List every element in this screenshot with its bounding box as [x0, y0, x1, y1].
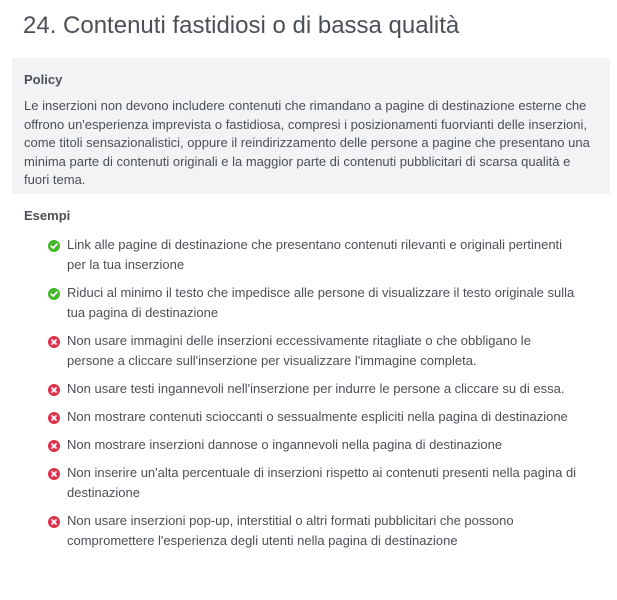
check-circle-icon: [48, 286, 60, 298]
page-title: 24. Contenuti fastidiosi o di bassa qualità: [23, 12, 460, 39]
x-circle-icon: [48, 334, 60, 346]
x-circle-icon: [48, 438, 60, 450]
list-item: [48, 511, 578, 551]
check-circle-icon: [48, 238, 60, 250]
x-circle-icon: [48, 410, 60, 422]
list-item: [48, 235, 578, 275]
list-item-text: Non usare immagini delle inserzioni eccessivamente ritagliate o che obbligano le persone a cliccare sull'inserzione per visualizzare l'immagine completa.: [67, 333, 531, 368]
list-item: [48, 463, 578, 503]
x-circle-icon: [48, 466, 60, 478]
list-item: [48, 407, 578, 427]
list-item-text: Non usare inserzioni pop-up, interstitial o altri formati pubblicitari che possono compromettere l'esperienza degli utenti nella pagina di destinazione: [67, 513, 514, 548]
list-item-text: Non mostrare inserzioni dannose o ingannevoli nella pagina di destinazione: [67, 437, 503, 452]
list-item: [48, 331, 578, 371]
x-circle-icon: [48, 514, 60, 526]
list-item-text: Non mostrare contenuti scioccanti o sessualmente espliciti nella pagina di destinazione: [67, 409, 568, 424]
examples-list: [48, 235, 578, 559]
list-item-text: Link alle pagine di destinazione che presentano contenuti rilevanti e originali pertinenti per la tua inserzione: [67, 237, 563, 272]
list-item-text: Non inserire un'alta percentuale di inserzioni rispetto ai contenuti presenti nella pagina di destinazione: [67, 465, 577, 500]
policy-text: Le inserzioni non devono includere contenuti che rimandano a pagine di destinazione esterne che offrono un'esperienza imprevista o fastidiosa, compresi i posizionamenti fuorvianti delle inserzioni, come titoli sensazionalistici, oppure il reindirizzamento delle persone a pagine che presentano una minima parte di contenuti originali e la maggior parte di contenuti pubblicitari di scarsa qualità e fuori tema.: [24, 98, 590, 187]
x-circle-icon: [48, 382, 60, 394]
list-item: [48, 435, 578, 455]
list-item: [48, 283, 578, 323]
list-item: [48, 379, 578, 399]
examples-heading: Esempi: [24, 208, 71, 223]
policy-heading: Policy: [24, 72, 63, 87]
list-item-text: Non usare testi ingannevoli nell'inserzione per indurre le persone a cliccare su di essa.: [67, 381, 565, 396]
list-item-text: Riduci al minimo il testo che impedisce alle persone di visualizzare il testo originale sulla tua pagina di destinazione: [67, 285, 575, 320]
policy-box: [12, 58, 610, 194]
